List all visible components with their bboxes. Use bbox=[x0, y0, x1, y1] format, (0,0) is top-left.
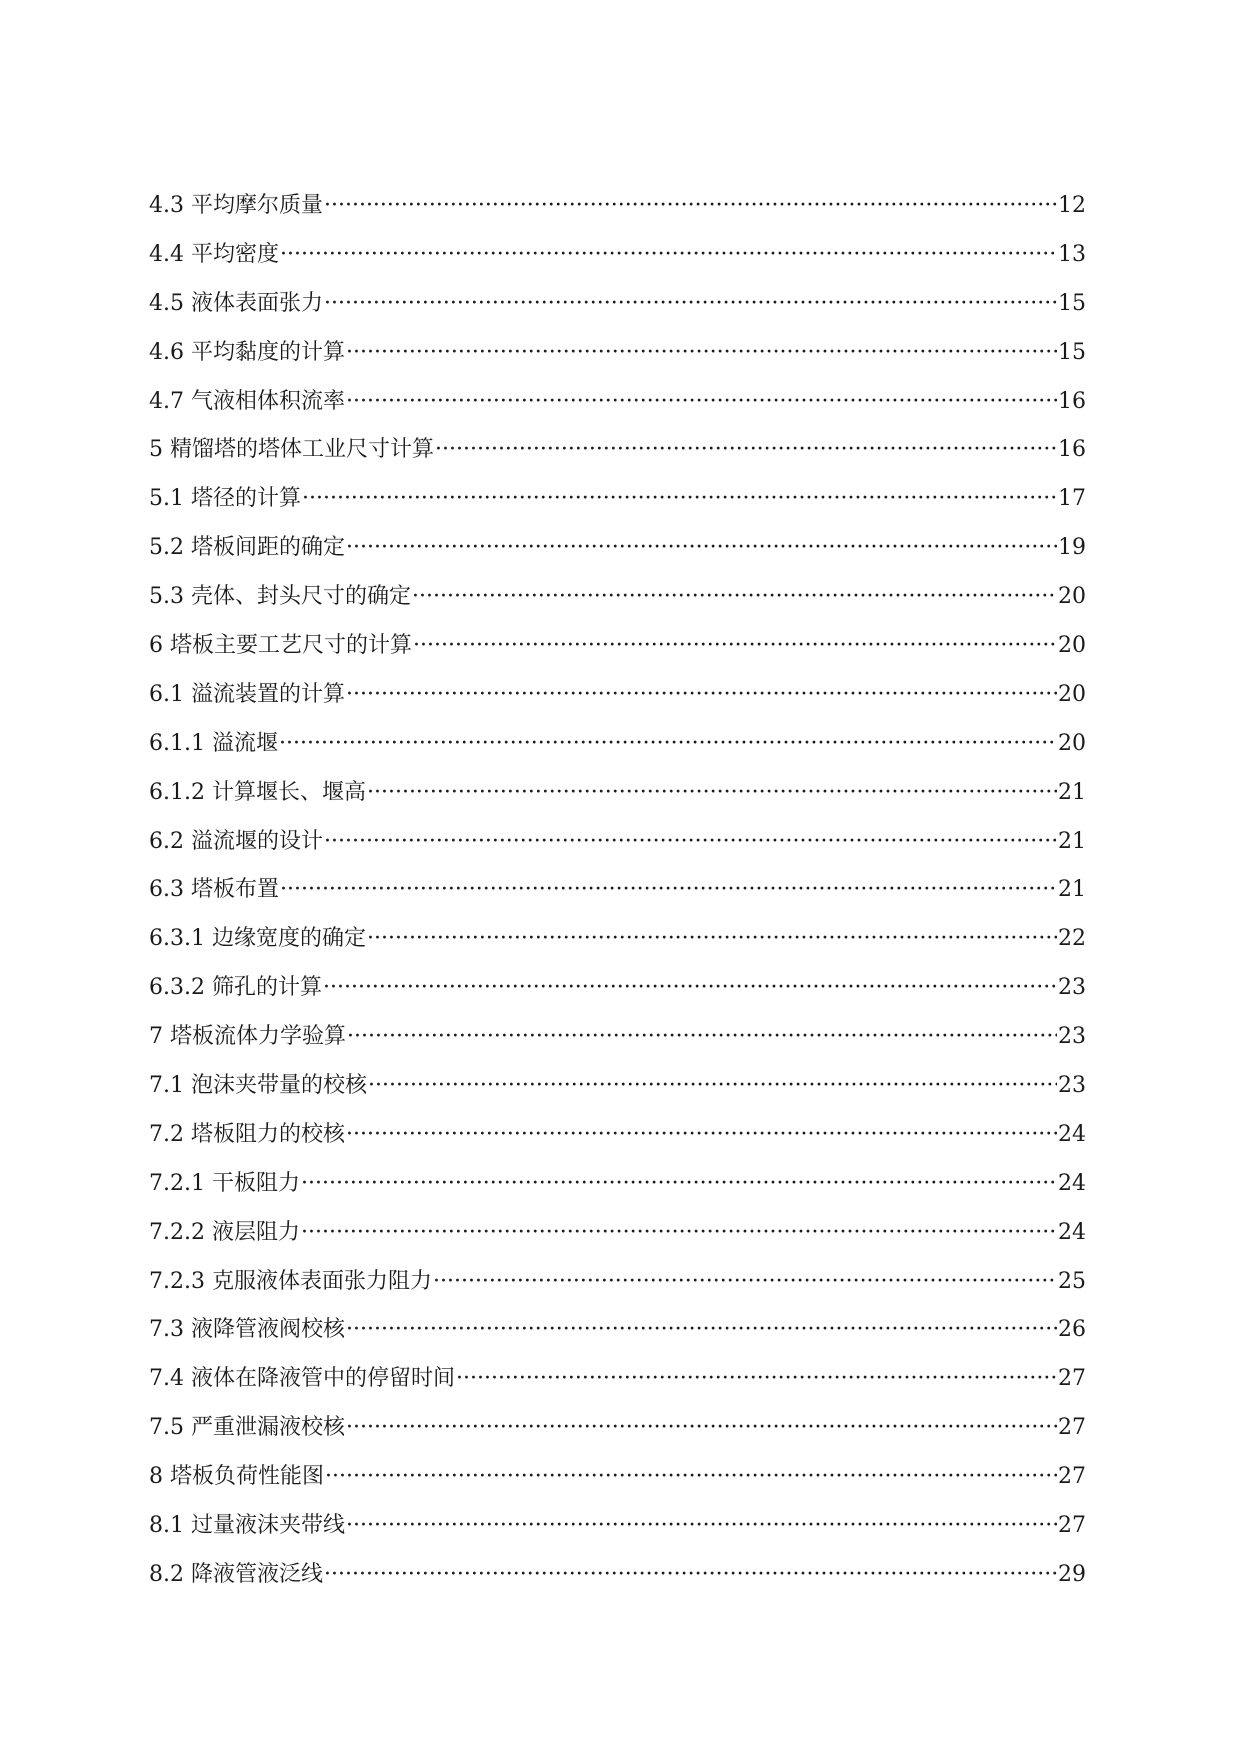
toc-entry-page: 26 bbox=[1058, 1317, 1086, 1343]
toc-entry bbox=[149, 231, 1086, 280]
toc-entry-page: 21 bbox=[1058, 877, 1086, 903]
toc-entry-page: 20 bbox=[1058, 730, 1086, 756]
toc-entry-title: 6.1.2 计算堰长、堰高 bbox=[149, 779, 366, 805]
toc-entry bbox=[149, 573, 1086, 622]
toc-entry bbox=[149, 426, 1086, 475]
toc-entry bbox=[149, 378, 1086, 427]
toc-entry-title: 5 精馏塔的塔体工业尺寸计算 bbox=[149, 437, 434, 463]
toc-entry-title: 4.5 液体表面张力 bbox=[149, 290, 323, 316]
toc-entry-title: 6 塔板主要工艺尺寸的计算 bbox=[149, 633, 412, 659]
toc-entry bbox=[149, 720, 1086, 769]
toc-entry-page: 24 bbox=[1058, 1219, 1086, 1245]
toc-entry bbox=[149, 1306, 1086, 1355]
toc-entry-page: 23 bbox=[1058, 1073, 1086, 1099]
toc-dot-leader bbox=[456, 1355, 1057, 1404]
toc-dot-leader bbox=[324, 818, 1057, 867]
toc-dot-leader bbox=[346, 1404, 1057, 1453]
toc-dot-leader bbox=[280, 231, 1057, 280]
toc-entry-title: 6.3 塔板布置 bbox=[149, 877, 279, 903]
toc-entry-title: 7.2.1 干板阻力 bbox=[149, 1170, 300, 1196]
toc-entry bbox=[149, 1502, 1086, 1551]
toc-entry-title: 7.2.3 克服液体表面张力阻力 bbox=[149, 1268, 432, 1294]
toc-entry-title: 7.2.2 液层阻力 bbox=[149, 1219, 300, 1245]
toc-entry-page: 23 bbox=[1058, 1024, 1086, 1050]
toc-entry-page: 20 bbox=[1058, 633, 1086, 659]
toc-dot-leader bbox=[368, 1062, 1057, 1111]
toc-dot-leader bbox=[433, 1258, 1057, 1307]
toc-entry bbox=[149, 1111, 1086, 1160]
toc-entry-title: 4.7 气液相体积流率 bbox=[149, 388, 345, 414]
toc-entry-page: 16 bbox=[1058, 437, 1086, 463]
toc-entry-page: 22 bbox=[1058, 926, 1086, 952]
toc-dot-leader bbox=[301, 1160, 1057, 1209]
toc-dot-leader bbox=[346, 1306, 1057, 1355]
toc-dot-leader bbox=[324, 1551, 1057, 1600]
toc-entry-title: 7.1 泡沫夹带量的校核 bbox=[149, 1073, 367, 1099]
toc-dot-leader bbox=[346, 378, 1057, 427]
toc-dot-leader bbox=[323, 964, 1057, 1013]
toc-dot-leader bbox=[301, 1209, 1057, 1258]
toc-entry bbox=[149, 1355, 1086, 1404]
toc-dot-leader bbox=[302, 475, 1057, 524]
toc-dot-leader bbox=[346, 671, 1057, 720]
toc-entry-title: 6.1 溢流装置的计算 bbox=[149, 681, 345, 707]
toc-entry bbox=[149, 1258, 1086, 1307]
toc-entry bbox=[149, 1013, 1086, 1062]
toc-entry-title: 6.1.1 溢流堰 bbox=[149, 730, 278, 756]
toc-entry-page: 20 bbox=[1058, 681, 1086, 707]
toc-entry-page: 13 bbox=[1058, 241, 1086, 267]
toc-dot-leader bbox=[435, 426, 1057, 475]
toc-entry-title: 5.1 塔径的计算 bbox=[149, 486, 301, 512]
toc-entry-page: 16 bbox=[1058, 388, 1086, 414]
toc-entry bbox=[149, 475, 1086, 524]
toc-entry-title: 7.5 严重泄漏液校核 bbox=[149, 1415, 345, 1441]
toc-dot-leader bbox=[412, 573, 1057, 622]
toc-entry-title: 8 塔板负荷性能图 bbox=[149, 1464, 324, 1490]
toc-entry bbox=[149, 1551, 1086, 1600]
toc-entry-page: 21 bbox=[1058, 828, 1086, 854]
toc-entry-title: 8.1 过量液沫夹带线 bbox=[149, 1513, 345, 1539]
toc-entry bbox=[149, 1404, 1086, 1453]
toc-dot-leader bbox=[325, 1453, 1057, 1502]
toc-dot-leader bbox=[346, 524, 1057, 573]
toc-entry bbox=[149, 769, 1086, 818]
toc-dot-leader bbox=[324, 280, 1057, 329]
toc-entry bbox=[149, 1062, 1086, 1111]
toc-entry-page: 27 bbox=[1058, 1366, 1086, 1392]
toc-entry bbox=[149, 182, 1086, 231]
toc-dot-leader bbox=[346, 1502, 1057, 1551]
toc-entry-title: 7 塔板流体力学验算 bbox=[149, 1024, 346, 1050]
toc-dot-leader bbox=[279, 720, 1057, 769]
toc-entry-title: 7.4 液体在降液管中的停留时间 bbox=[149, 1366, 455, 1392]
toc-entry bbox=[149, 964, 1086, 1013]
toc-entry-title: 4.6 平均黏度的计算 bbox=[149, 339, 345, 365]
toc-dot-leader bbox=[346, 1111, 1057, 1160]
toc-dot-leader bbox=[346, 329, 1057, 378]
toc-entry bbox=[149, 524, 1086, 573]
toc-entry bbox=[149, 915, 1086, 964]
toc-entry-title: 5.3 壳体、封头尺寸的确定 bbox=[149, 584, 411, 610]
toc-entry bbox=[149, 1160, 1086, 1209]
toc-entry-page: 24 bbox=[1058, 1170, 1086, 1196]
toc-entry-title: 4.4 平均密度 bbox=[149, 241, 279, 267]
toc-entry-title: 8.2 降液管液泛线 bbox=[149, 1561, 323, 1587]
toc-entry-title: 5.2 塔板间距的确定 bbox=[149, 535, 345, 561]
toc-entry bbox=[149, 1453, 1086, 1502]
toc-entry-page: 20 bbox=[1058, 584, 1086, 610]
toc-entry-page: 27 bbox=[1058, 1513, 1086, 1539]
toc-entry-page: 17 bbox=[1058, 486, 1086, 512]
toc-entry-page: 29 bbox=[1058, 1561, 1086, 1587]
toc-dot-leader bbox=[367, 915, 1057, 964]
toc-entry bbox=[149, 622, 1086, 671]
toc-entry bbox=[149, 818, 1086, 867]
toc-entry-page: 24 bbox=[1058, 1121, 1086, 1147]
toc-entry bbox=[149, 866, 1086, 915]
table-of-contents bbox=[149, 182, 1086, 1600]
toc-entry-title: 7.3 液降管液阀校核 bbox=[149, 1317, 345, 1343]
toc-entry-page: 15 bbox=[1058, 290, 1086, 316]
toc-entry-title: 4.3 平均摩尔质量 bbox=[149, 193, 323, 218]
toc-entry bbox=[149, 1209, 1086, 1258]
toc-entry-page: 25 bbox=[1058, 1268, 1086, 1294]
toc-dot-leader bbox=[324, 182, 1057, 231]
toc-entry bbox=[149, 671, 1086, 720]
toc-entry-title: 6.2 溢流堰的设计 bbox=[149, 828, 323, 854]
toc-entry bbox=[149, 280, 1086, 329]
toc-entry-page: 19 bbox=[1058, 535, 1086, 561]
toc-entry-page: 15 bbox=[1058, 339, 1086, 365]
toc-dot-leader bbox=[347, 1013, 1057, 1062]
toc-dot-leader bbox=[367, 769, 1057, 818]
toc-dot-leader bbox=[280, 866, 1057, 915]
toc-entry-title: 6.3.1 边缘宽度的确定 bbox=[149, 926, 366, 952]
toc-entry-page: 23 bbox=[1058, 975, 1086, 1001]
toc-entry-page: 27 bbox=[1058, 1464, 1086, 1490]
toc-entry bbox=[149, 329, 1086, 378]
toc-entry-title: 6.3.2 筛孔的计算 bbox=[149, 975, 322, 1001]
toc-entry-page: 27 bbox=[1058, 1415, 1086, 1441]
toc-dot-leader bbox=[413, 622, 1057, 671]
toc-entry-page: 21 bbox=[1058, 779, 1086, 805]
toc-entry-title: 7.2 塔板阻力的校核 bbox=[149, 1121, 345, 1147]
toc-entry-page: 12 bbox=[1058, 193, 1086, 218]
